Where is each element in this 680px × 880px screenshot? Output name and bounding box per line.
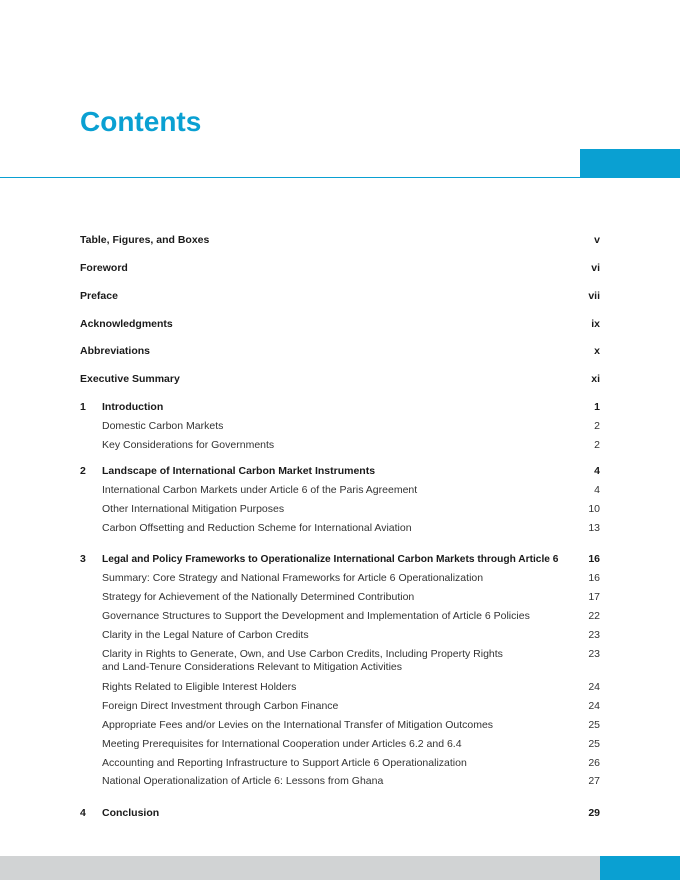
toc-section-label: Carbon Offsetting and Reduction Scheme for International Aviation <box>102 522 412 534</box>
toc-section-label: Key Considerations for Governments <box>102 439 275 451</box>
toc-entry-page: vi <box>591 262 600 274</box>
toc-chapter-label: Introduction <box>102 401 164 413</box>
toc-section-page: 10 <box>588 503 600 515</box>
title-rule <box>0 177 680 178</box>
toc-entry-label: Abbreviations <box>80 345 151 357</box>
toc-chapter-number: 4 <box>80 807 86 819</box>
toc-section-label: Clarity in the Legal Nature of Carbon Credits <box>102 629 309 641</box>
toc-chapter-label: Conclusion <box>102 807 160 819</box>
toc-entry-page: x <box>594 345 600 357</box>
toc-section-label: Rights Related to Eligible Interest Holders <box>102 681 297 693</box>
toc-entry-page: xi <box>591 373 600 385</box>
toc-section-page: 25 <box>588 738 600 750</box>
footer-accent-block <box>600 856 680 880</box>
toc-section-label: Other International Mitigation Purposes <box>102 503 285 515</box>
toc-section-label: Summary: Core Strategy and National Frameworks for Article 6 Operationalization <box>102 572 484 584</box>
toc-chapter-page: 4 <box>594 465 600 477</box>
toc-entry-label: Acknowledgments <box>80 318 173 330</box>
toc-section-page: 27 <box>588 775 600 787</box>
page-title: Contents <box>80 106 202 137</box>
toc-section-page: 26 <box>588 757 600 769</box>
toc-section-page: 16 <box>588 572 600 584</box>
toc-entry-label: Foreword <box>80 262 128 274</box>
toc-chapter-number: 3 <box>80 553 86 565</box>
toc-section-page: 4 <box>594 484 600 496</box>
toc-section-label: Accounting and Reporting Infrastructure to Support Article 6 Operationalization <box>102 757 467 769</box>
toc-section-label: Clarity in Rights to Generate, Own, and Use Carbon Credits, Including Property Rights and Land-Tenure Considerations Relevant to Mitigation Activities <box>102 648 503 673</box>
toc-section-page: 25 <box>588 719 600 731</box>
toc-section-page: 24 <box>588 681 600 693</box>
toc-section-label: Meeting Prerequisites for International Cooperation under Articles 6.2 and 6.4 <box>102 738 462 750</box>
toc-section-page: 2 <box>594 439 600 451</box>
toc-section-page: 23 <box>588 629 600 641</box>
toc-section-label: Appropriate Fees and/or Levies on the International Transfer of Mitigation Outcomes <box>102 719 494 731</box>
toc-section-label: Strategy for Achievement of the Nationally Determined Contribution <box>102 591 415 603</box>
footer-bar <box>0 856 600 880</box>
toc-chapter-label: Landscape of International Carbon Market Instruments <box>102 465 376 477</box>
toc-section-page: 13 <box>588 522 600 534</box>
toc-chapter-page: 1 <box>594 401 600 413</box>
toc-section-page: 23 <box>588 648 600 660</box>
toc-entry-label: Table, Figures, and Boxes <box>80 234 210 246</box>
toc-section-label: Governance Structures to Support the Development and Implementation of Article 6 Policies <box>102 610 530 622</box>
toc-entry-label: Executive Summary <box>80 373 180 385</box>
toc-chapter-number: 2 <box>80 465 86 477</box>
toc-chapter-number: 1 <box>80 401 86 413</box>
title-accent-block <box>580 149 680 178</box>
toc-entry-label: Preface <box>80 290 118 302</box>
toc-entry-page: ix <box>591 318 600 330</box>
toc-section-page: 24 <box>588 700 600 712</box>
toc-section-label: Domestic Carbon Markets <box>102 420 224 432</box>
toc-entry-page: vii <box>588 290 600 302</box>
toc-section-label: Foreign Direct Investment through Carbon Finance <box>102 700 339 712</box>
toc-entry-page: v <box>594 234 600 246</box>
toc-section-page: 17 <box>588 591 600 603</box>
toc-section-label: National Operationalization of Article 6: Lessons from Ghana <box>102 775 384 787</box>
toc-section-label: International Carbon Markets under Article 6 of the Paris Agreement <box>102 484 418 496</box>
toc-chapter-label: Legal and Policy Frameworks to Operationalize International Carbon Markets through Article 6 <box>102 554 559 565</box>
toc-section-page: 22 <box>588 610 600 622</box>
toc-section-page: 2 <box>594 420 600 432</box>
toc-chapter-page: 16 <box>588 553 600 565</box>
toc-chapter-page: 29 <box>588 807 600 819</box>
